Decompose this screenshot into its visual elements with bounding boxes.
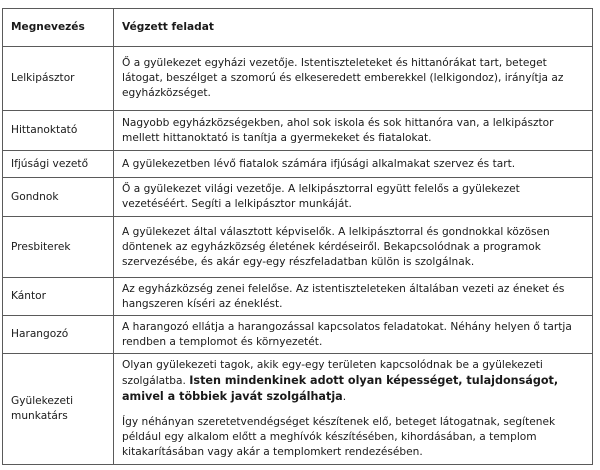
- role-name: Kántor: [3, 278, 114, 316]
- header-task: Végzett feladat: [114, 9, 593, 47]
- table-row: [3, 111, 593, 151]
- role-description: Az egyházközség zenei felelőse. Az istentiszteleteken általában vezeti az éneket és hangszeren kíséri az éneklést.: [114, 278, 593, 316]
- role-name: Hittanoktató: [3, 111, 114, 151]
- table-row: [3, 178, 593, 217]
- description-period: .: [342, 391, 347, 403]
- role-description: Nagyobb egyházközségekben, ahol sok iskola és sok hittanóra van, a lelkipásztor mellett hittanoktató is tanítja a gyermekeket és fiatalokat.: [114, 111, 593, 151]
- table-row: [3, 354, 593, 465]
- table-row: [3, 278, 593, 316]
- role-description: Ő a gyülekezet világi vezetője. A lelkipásztorral együtt felelős a gyülekezet vezetéséért. Segíti a lelkipásztor munkáját.: [114, 178, 593, 217]
- table-row: [3, 316, 593, 354]
- role-description: A gyülekezetben lévő fiatalok számára ifjúsági alkalmakat szervez és tart.: [114, 151, 593, 178]
- header-name: Megnevezés: [3, 9, 114, 47]
- table-header-row: [3, 9, 593, 47]
- role-name: Presbiterek: [3, 217, 114, 278]
- role-name: Harangozó: [3, 316, 114, 354]
- description-paragraph: [122, 358, 584, 405]
- description-paragraph: Így néhányan szeretetvendégséget készítenek elő, beteget látogatnak, segítenek például egy alkalom előtt a meghívók készítésében, kihordásában, a templom kitakarításában vagy akár a templomkert rendezésében.: [122, 416, 556, 458]
- description-emphasis: Isten mindenkinek adott olyan képességet, tulajdonságot, amivel a többiek javát szolgálhatja: [122, 374, 559, 403]
- role-description: A harangozó ellátja a harangozással kapcsolatos feladatokat. Néhány helyen ő tartja rendben a templomot és környezetét.: [114, 316, 593, 354]
- table-row: [3, 151, 593, 178]
- role-description: [114, 354, 593, 465]
- role-name: Gondnok: [3, 178, 114, 217]
- table-row: [3, 217, 593, 278]
- roles-table: [2, 8, 593, 465]
- role-description: A gyülekezet által választott képviselők. A lelkipásztorral és gondnokkal közösen döntenek az egyházközség életének kérdéseiről. Bekapcsolódnak a programok szervezésébe, és akár egy-egy részfeladatban külön is szolgálnak.: [114, 217, 593, 278]
- table-row: [3, 47, 593, 111]
- role-name: Ifjúsági vezető: [3, 151, 114, 178]
- role-name: Lelkipásztor: [3, 47, 114, 111]
- role-description: Ő a gyülekezet egyházi vezetője. Istentiszteleteket és hittanórákat tart, beteget látogat, beszélget a szomorú és elkeseredett emberekkel (lelkigondoz), irányítja az egyházközséget.: [114, 47, 593, 111]
- description-intro: Olyan gyülekezeti tagok, akik egy-egy területen kapcsolódnak be a gyülekezeti szolgálatba.: [122, 359, 543, 387]
- role-name: Gyülekezeti munkatárs: [3, 354, 114, 465]
